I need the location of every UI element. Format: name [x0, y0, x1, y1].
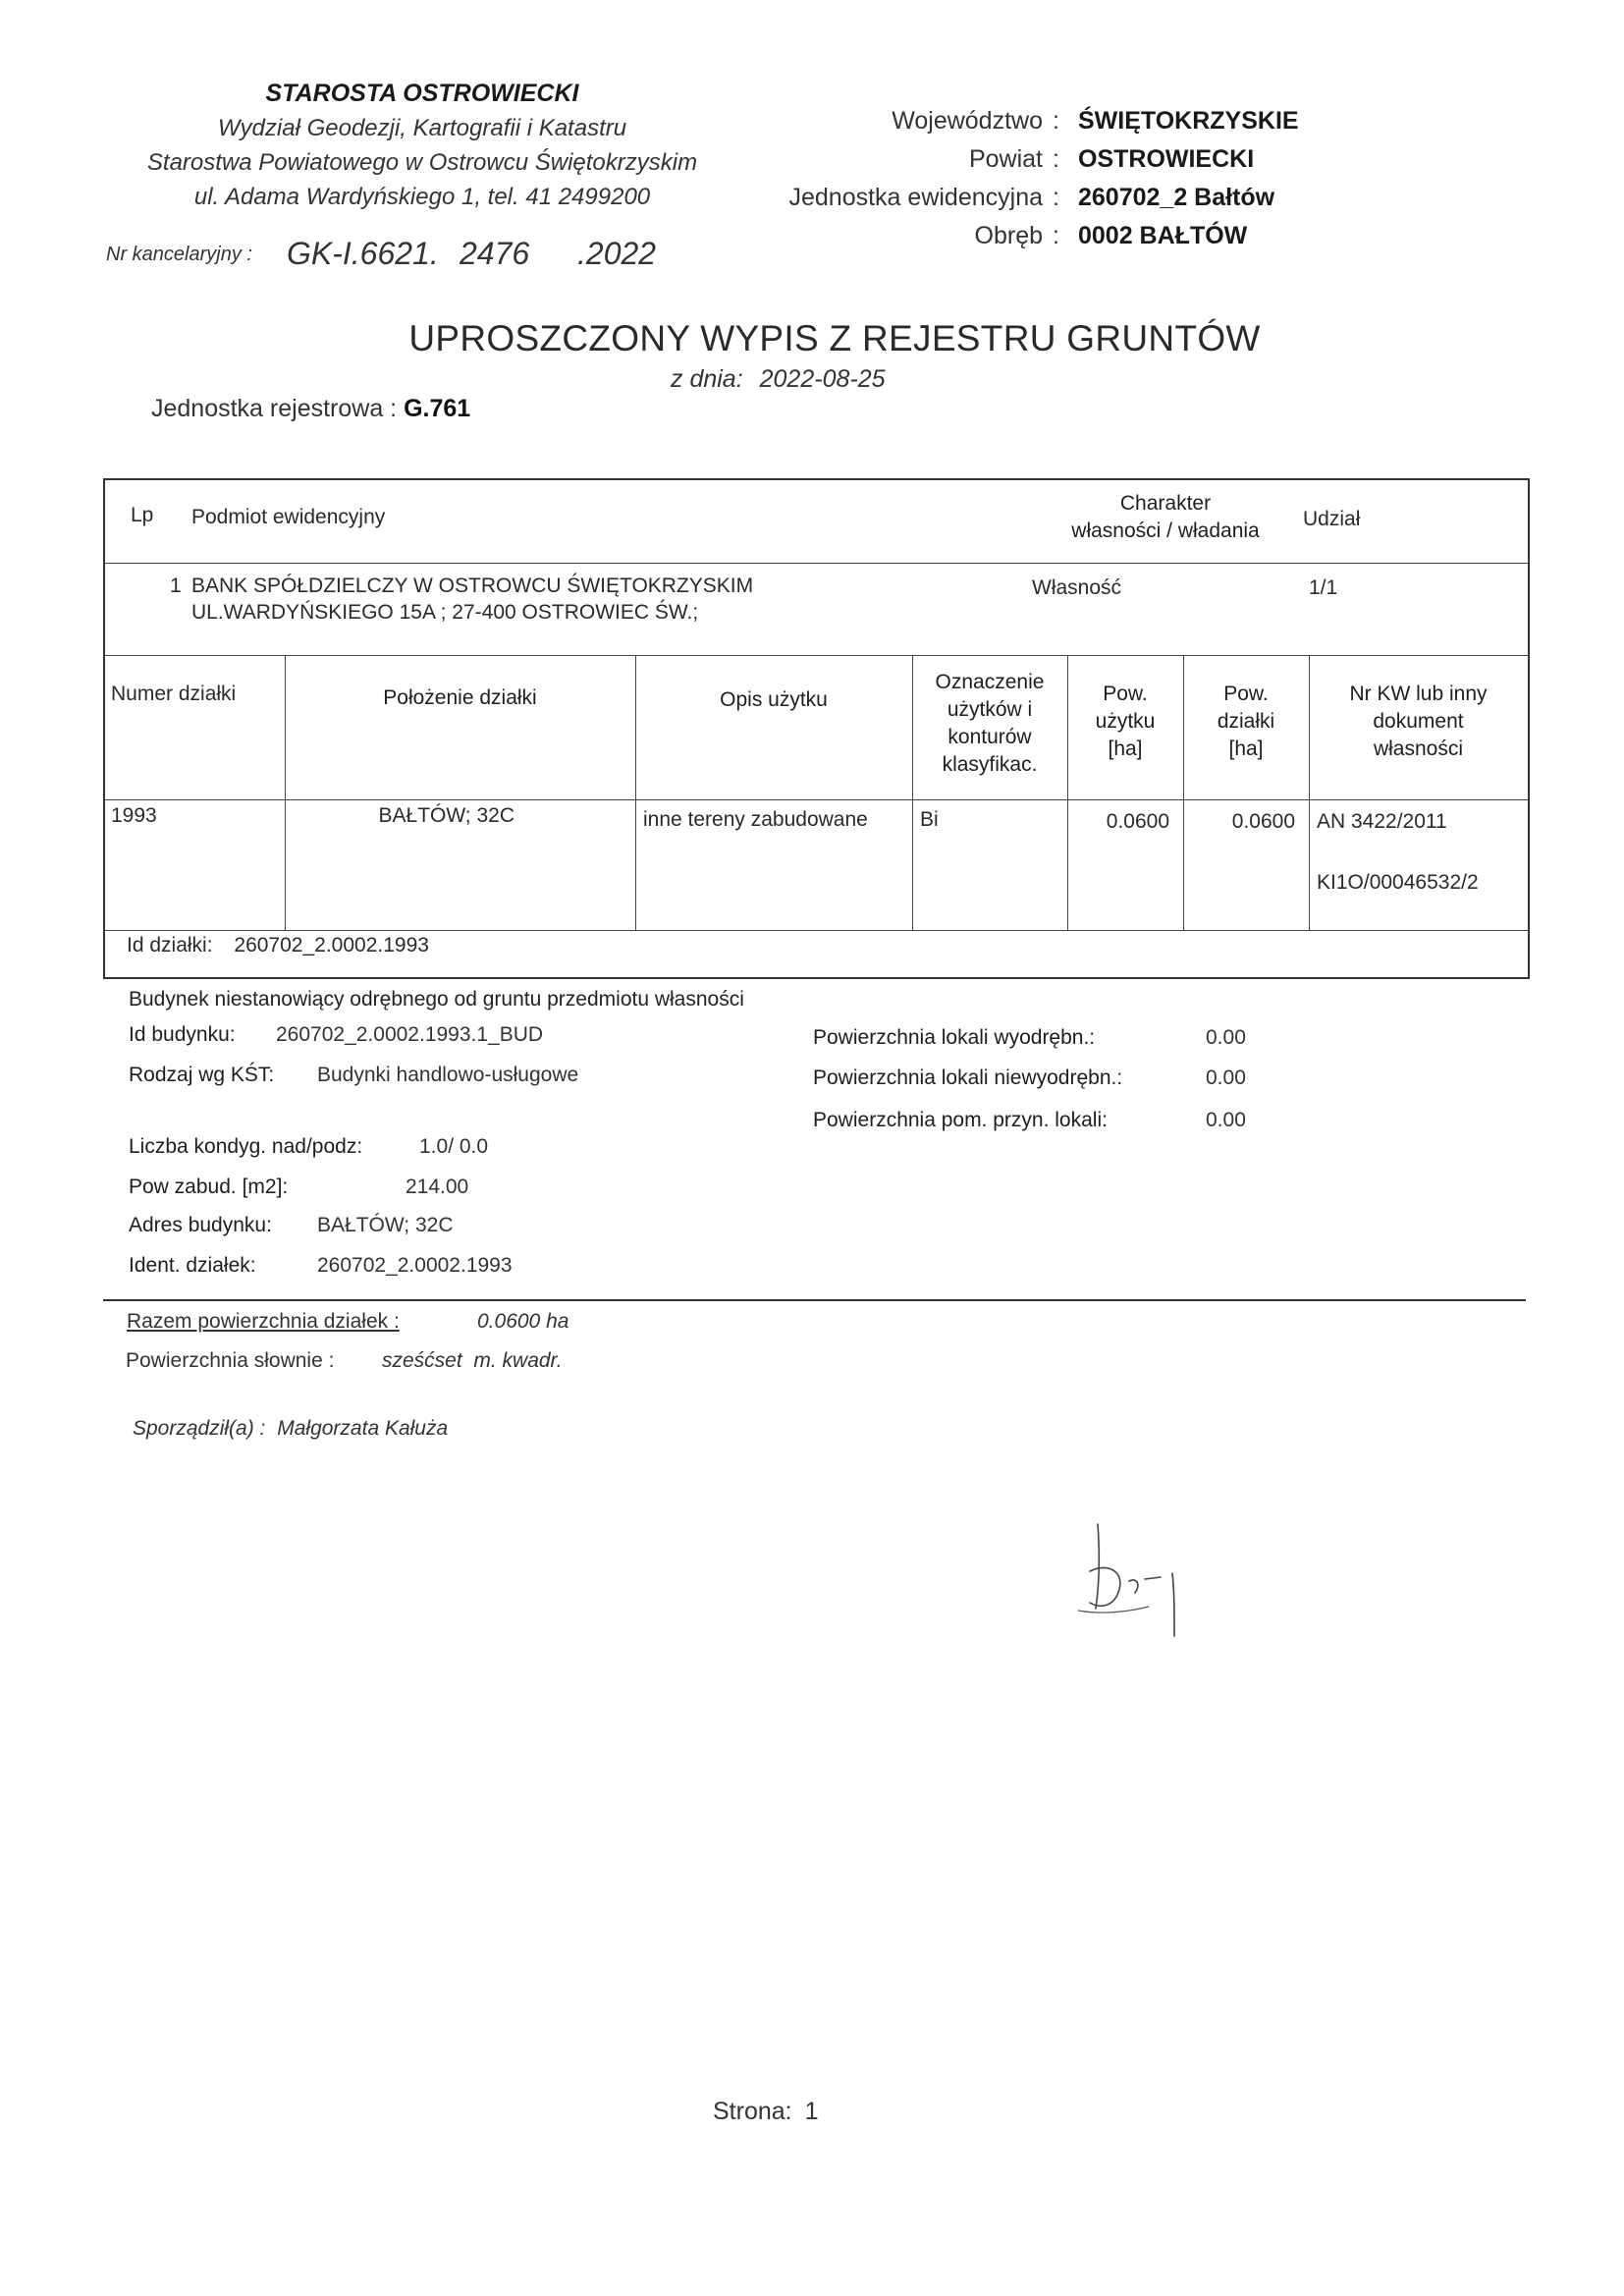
owner-address: UL.WARDYŃSKIEGO 15A ; 27-400 OSTROWIEC ŚW.; — [191, 601, 699, 624]
area-nonseparate-units-value: 0.00 — [1206, 1066, 1246, 1089]
building-parcels-label: Ident. działek: — [129, 1254, 256, 1277]
region-value-wojewodztwo: ŚWIĘTOKRZYSKIE — [1078, 107, 1299, 135]
parcel-header-designation — [912, 669, 1067, 779]
owner-lp: 1 — [170, 574, 182, 597]
date-label: z dnia: — [671, 365, 743, 393]
parcel-header-pow-dzialki-line: [ha] — [1228, 738, 1264, 760]
area-separate-units-value: 0.00 — [1206, 1026, 1246, 1049]
building-address-value: BAŁTÓW; 32C — [317, 1214, 454, 1236]
prepared-by-name: Małgorzata Kałuża — [277, 1417, 449, 1440]
building-floors-value: 1.0/ 0.0 — [419, 1135, 489, 1158]
signature — [1070, 1512, 1198, 1640]
parcel-header-kw — [1309, 681, 1528, 763]
building-type-label: Rodzaj wg KŚT: — [129, 1064, 275, 1086]
office-title: STAROSTA OSTROWIECKI — [265, 80, 579, 107]
owners-header-share: Udział — [1303, 508, 1361, 530]
parcel-header-pow-uzytku — [1067, 681, 1183, 763]
parcel-pow-uzytku: 0.0600 — [1106, 810, 1169, 833]
region-value-obreb: 0002 BAŁTÓW — [1078, 222, 1248, 249]
building-section-title: Budynek niestanowiący odrębnego od gruntu przedmiotu własności — [129, 988, 744, 1011]
prepared-by-label: Sporządził(a) : — [133, 1417, 266, 1440]
owner-name: BANK SPÓŁDZIELCZY W OSTROWCU ŚWIĘTOKRZYSKIM — [191, 574, 754, 597]
building-address-label: Adres budynku: — [129, 1214, 272, 1236]
page-label: Strona: — [713, 2098, 792, 2125]
owners-header-character-line2: własności / władania — [1071, 519, 1260, 542]
parcel-header-pow-dzialki — [1183, 681, 1309, 763]
office-department: Wydział Geodezji, Kartografii i Katastru — [217, 115, 627, 141]
building-area-value: 214.00 — [406, 1175, 469, 1198]
parcel-number: 1993 — [111, 804, 157, 827]
area-nonseparate-units-label: Powierzchnia lokali niewyodrębn.: — [813, 1066, 1123, 1089]
nr-kancelaryjny-label: Nr kancelaryjny : — [106, 244, 252, 265]
parcel-header-designation-line: klasyfikac. — [942, 753, 1038, 776]
office-name: Starostwa Powiatowego w Ostrowcu Świętokrzyskim — [146, 149, 698, 176]
parcel-header-designation-line: Oznaczenie — [935, 671, 1045, 693]
parcel-header-designation-line: użytków i — [947, 698, 1033, 721]
page-footer — [713, 2098, 818, 2126]
registry-unit-label: Jednostka rejestrowa : — [151, 395, 398, 422]
table-divider — [105, 799, 1528, 800]
building-id-label: Id budynku: — [129, 1023, 236, 1046]
table-divider — [105, 563, 1528, 564]
nr-kancelaryjny-year: .2022 — [577, 236, 657, 271]
parcel-header-kw-line: dokument — [1373, 710, 1464, 733]
parcel-header-kw-line: własności — [1373, 738, 1464, 760]
registry-unit-value: G.761 — [404, 395, 471, 422]
region-separators — [1053, 102, 1059, 255]
region-label-wojewodztwo: Województwo — [892, 107, 1043, 135]
date-value: 2022-08-25 — [759, 365, 886, 393]
region-value-powiat: OSTROWIECKI — [1078, 145, 1255, 173]
area-auxiliary-rooms-label: Powierzchnia pom. przyn. lokali: — [813, 1109, 1108, 1131]
register-table — [103, 478, 1530, 979]
parcel-header-location: Położenie działki — [383, 686, 537, 709]
nr-kancelaryjny-number: 2476 — [460, 236, 530, 271]
parcel-header-usage: Opis użytku — [720, 688, 828, 711]
parcel-usage: inne tereny zabudowane — [643, 808, 868, 831]
building-id-value: 260702_2.0002.1993.1_BUD — [276, 1023, 544, 1046]
parcel-location: BAŁTÓW; 32C — [378, 804, 514, 827]
area-words-label: Powierzchnia słownie : — [126, 1349, 335, 1372]
region-value-jednostka: 260702_2 Bałtów — [1078, 184, 1275, 211]
owners-header-subject: Podmiot ewidencyjny — [191, 506, 386, 528]
parcel-header-designation-line: konturów — [947, 726, 1032, 748]
nr-kancelaryjny-prefix: GK-I.6621. — [287, 236, 439, 271]
parcel-id — [127, 934, 429, 957]
owners-header-lp: Lp — [131, 504, 154, 526]
owner-character: Własność — [1032, 576, 1122, 599]
total-area-value: 0.0600 ha — [477, 1310, 569, 1333]
region-block — [687, 102, 1043, 259]
region-label-powiat: Powiat — [968, 145, 1043, 173]
parcel-kw-number: AN 3422/2011 — [1317, 810, 1447, 833]
region-label-jednostka: Jednostka ewidencyjna — [788, 184, 1043, 211]
separator: : — [1053, 222, 1059, 249]
registry-unit — [151, 395, 470, 423]
owners-header-character — [1018, 490, 1313, 545]
building-type-value: Budynki handlowo-usługowe — [317, 1064, 579, 1086]
parcel-header-pow-uzytku-line: [ha] — [1108, 738, 1143, 760]
document-date — [671, 365, 886, 394]
parcel-kw-document: KI1O/00046532/2 — [1317, 871, 1479, 894]
parcel-header-pow-dzialki-line: działki — [1217, 710, 1275, 733]
parcel-pow-dzialki: 0.0600 — [1231, 810, 1295, 833]
total-area-label: Razem powierzchnia działek : — [127, 1310, 400, 1333]
parcel-header-pow-uzytku-line: Pow. — [1103, 683, 1148, 705]
area-auxiliary-rooms-value: 0.00 — [1206, 1109, 1246, 1131]
building-area-label: Pow zabud. [m2]: — [129, 1175, 289, 1198]
prepared-by — [133, 1417, 448, 1441]
section-divider — [103, 1299, 1526, 1301]
parcel-id-label: Id działki: — [127, 934, 213, 957]
separator: : — [1053, 145, 1059, 173]
parcel-header-number: Numer działki — [111, 683, 237, 705]
building-floors-label: Liczba kondyg. nad/podz: — [129, 1135, 363, 1158]
document-title: UPROSZCZONY WYPIS Z REJESTRU GRUNTÓW — [408, 318, 1261, 358]
separator: : — [1053, 107, 1059, 135]
parcel-designation: Bi — [920, 808, 939, 831]
parcel-header-kw-line: Nr KW lub inny — [1349, 683, 1488, 705]
office-address: ul. Adama Wardyńskiego 1, tel. 41 2499200 — [193, 184, 651, 210]
page-number: 1 — [804, 2098, 819, 2125]
area-words-value: sześćset m. kwadr. — [382, 1349, 563, 1372]
table-divider — [105, 930, 1528, 931]
separator: : — [1053, 184, 1059, 211]
office-block — [98, 77, 746, 214]
owners-header-character-line1: Charakter — [1119, 492, 1212, 515]
owner-share: 1/1 — [1309, 576, 1338, 599]
table-divider — [105, 655, 1528, 656]
area-separate-units-label: Powierzchnia lokali wyodrębn.: — [813, 1026, 1096, 1049]
building-parcels-value: 260702_2.0002.1993 — [317, 1254, 513, 1277]
parcel-id-value: 260702_2.0002.1993 — [234, 934, 429, 957]
parcel-header-pow-uzytku-line: użytku — [1095, 710, 1156, 733]
parcel-header-pow-dzialki-line: Pow. — [1223, 683, 1269, 705]
region-label-obreb: Obręb — [974, 222, 1043, 249]
